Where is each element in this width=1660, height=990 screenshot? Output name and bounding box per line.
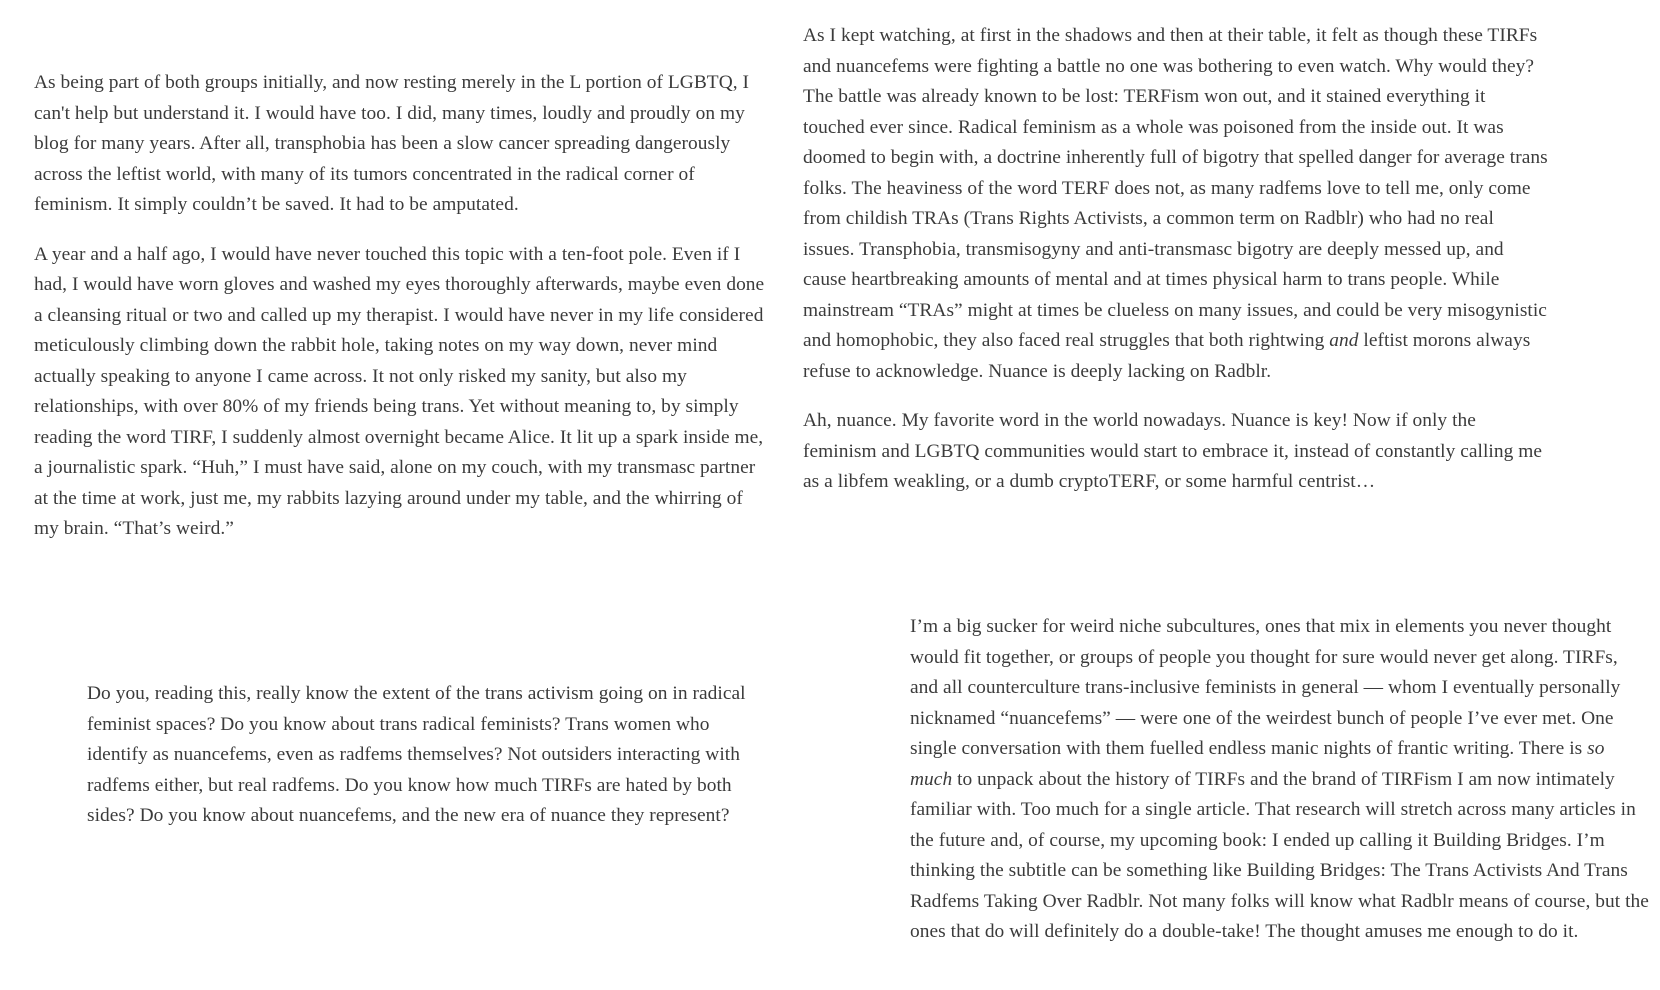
- text-run: I’m a big sucker for weird niche subcultures, ones that mix in elements you never thought would fit together, or groups of people you thought for sure would never get along. TIRFs, and all counterculture trans-inclusive feminists in general — whom I eventually personally nicknamed “nuancefems” — were one of the weirdest bunch of people I’ve ever met. One single conversation with them fuelled endless manic nights of frantic writing. There is: [910, 616, 1621, 759]
- text-run: to unpack about the history of TIRFs and the brand of TIRFism I am now intimately familiar with. Too much for a single article. That research will stretch across many articles in the future and, of course, my upcoming book: I ended up calling it Building Bridges. I’m thinking the subtitle can be something like Building Bridges: The Trans Activists And Trans Radfems Taking Over Radblr. Not many folks will know what Radblr means of course, but the ones that do will definitely do a double-take! The thought amuses me enough to do it.: [910, 768, 1649, 942]
- paragraph: Ah, nuance. My favorite word in the world nowadays. Nuance is key! Now if only the feminism and LGBTQ communities would start to embrace it, instead of constantly calling me as a libfem weakling, or a dumb cryptoTERF, or some harmful centrist…: [803, 410, 1543, 492]
- excerpt-top-right: [803, 21, 1548, 498]
- text-run: leftist morons always refuse to acknowledge. Nuance is deeply lacking on Radblr.: [803, 330, 1531, 382]
- paragraph: [803, 21, 1548, 387]
- text-line: sides? Do you know about nuancefems, and the new era of nuance they represent?: [87, 805, 730, 826]
- text-run: As I kept watching, at first in the shadows and then at their table, it felt as though these TIRFs and nuancefems were fighting a battle no one was bothering to even watch. Why would they? The battle was already known to be lost: TERFism won out, and it stained everything it touched ever since. Radical feminism as a whole was poisoned from the inside out. It was doomed to begin with, a doctrine inherently full of bigotry that spelled danger for average trans folks. The heaviness of the word TERF does not, as many radfems love to tell me, only come from childish TRAs (Trans Rights Activists, a common term on Radblr) who had no real issues. Transphobia, transmisogyny and anti-transmasc bigotry are deeply messed up, and cause heartbreaking amounts of mental and at times physical harm to trans people. While mainstream “TRAs” might at times be clueless on many issues, and could be very misogynistic and homophobic, they also faced real struggles that both rightwing: [803, 25, 1548, 351]
- excerpt-bottom-left: [87, 679, 785, 832]
- paragraph: As being part of both groups initially, and now resting merely in the L portion of LGBTQ, I can't help but understand it. I would have too. I did, many times, loudly and proudly on my blog for many years. After all, transphobia has been a slow cancer spreading dangerously across the leftist world, with many of its tumors concentrated in the radical corner of feminism. It simply couldn’t be saved. It had to be amputated.: [34, 72, 750, 215]
- text-line: radfems either, but real radfems. Do you know how much TIRFs are hated by both: [87, 774, 732, 796]
- excerpt-bottom-right: [910, 612, 1650, 948]
- emphasis-text: so much: [910, 738, 1605, 790]
- paragraph: A year and a half ago, I would have never touched this topic with a ten-foot pole. Even if I had, I would have worn gloves and washed my eyes thoroughly afterwards, maybe even done a cleansing ritual or two and called up my therapist. I would have never in my life considered meticulously climbing down the rabbit hole, taking notes on my way down, never mind actually speaking to anyone I came across. It not only risked my sanity, but also my relationships, with over 80% of my friends being trans. Yet without meaning to, by simply reading the word TIRF, I suddenly almost overnight became Alice. It lit up a spark inside me, a journalistic spark. “Huh,” I must have said, alone on my couch, with my transmasc partner at the time at work, just me, my rabbits lazying around under my table, and the whirring of my brain. “That’s weird.”: [34, 243, 765, 539]
- emphasis-text: and: [1329, 330, 1359, 351]
- text-line: Do you, reading this, really know the extent of the trans activism going on in radical: [87, 683, 746, 704]
- text-line: identify as nuancefems, even as radfems themselves? Not outsiders interacting with: [87, 744, 740, 765]
- text-line: feminist spaces? Do you know about trans radical feminists? Trans women who: [87, 713, 710, 735]
- paragraph: [910, 612, 1650, 948]
- excerpt-top-left: [34, 68, 769, 545]
